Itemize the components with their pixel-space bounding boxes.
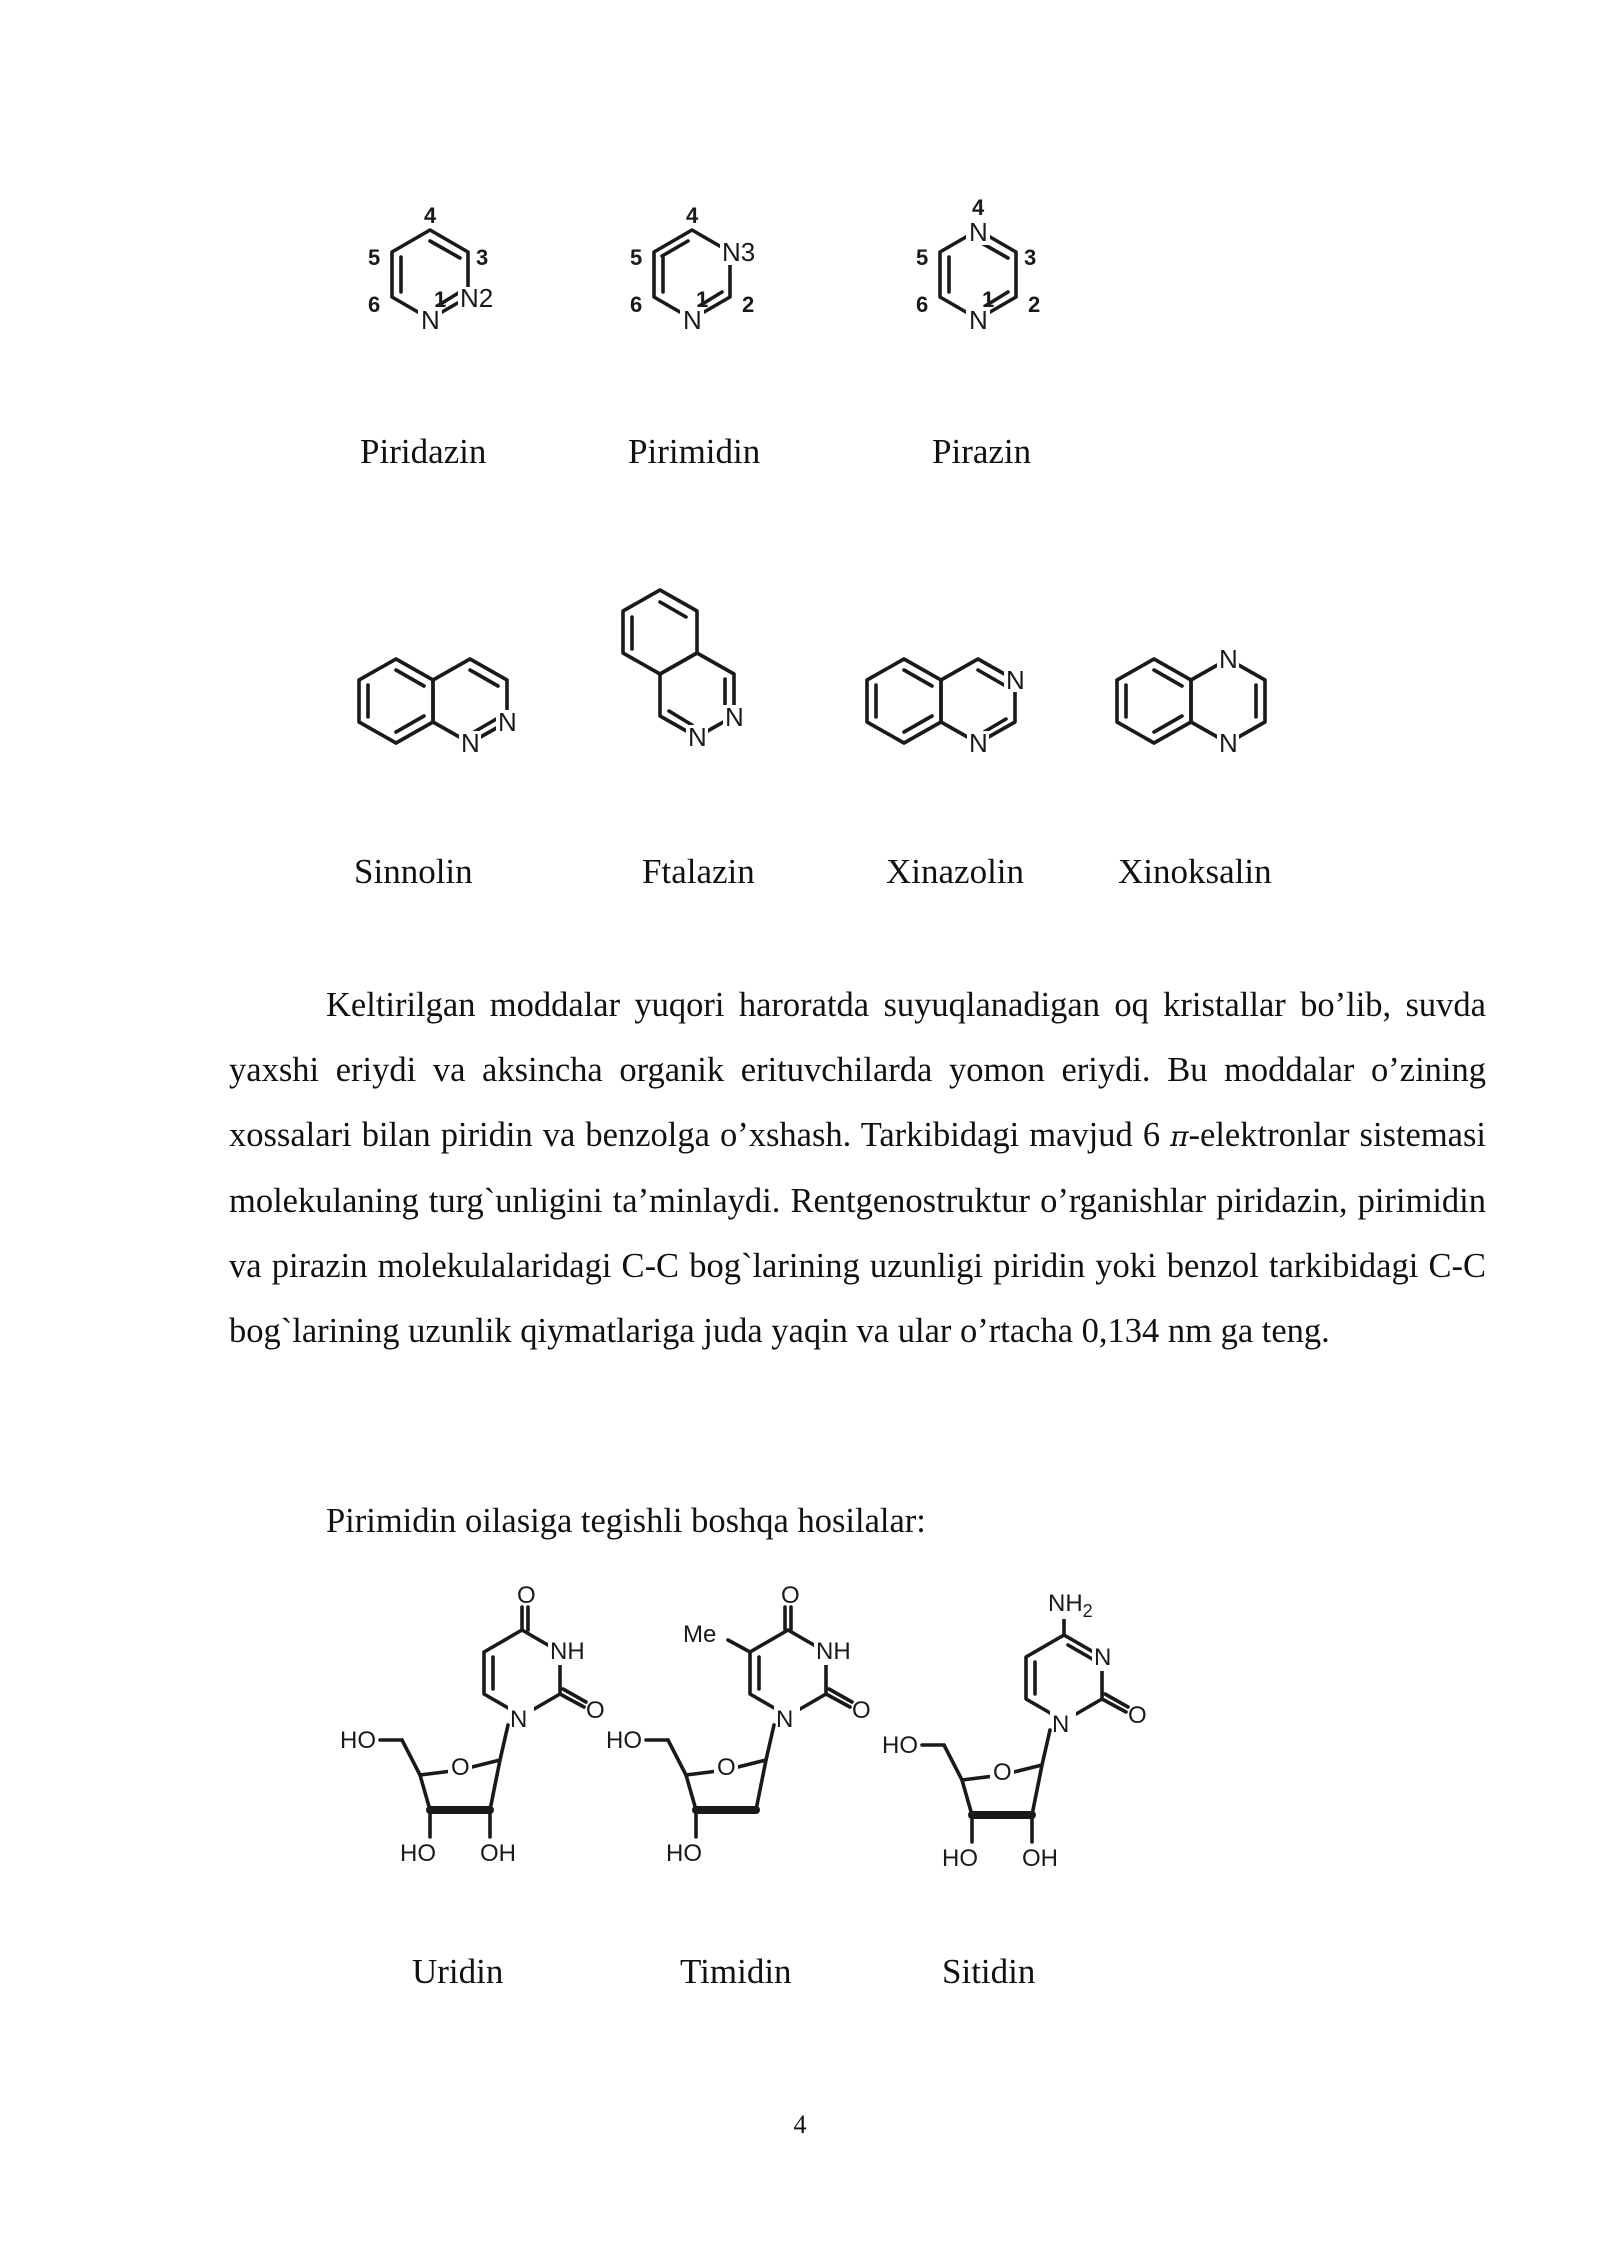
pi-symbol: π [1170, 1120, 1189, 1153]
sinnolin-n1-label: N [461, 728, 480, 758]
uridin-structure [330, 1582, 630, 1875]
timidin-ring-o: O [717, 1754, 736, 1781]
sitidin-ho-bottom: HO [942, 1845, 978, 1872]
ftalazin-n2-label: N [725, 702, 744, 732]
pirimidin-num-2: 2 [742, 292, 755, 317]
uridin-n: N [510, 1706, 528, 1733]
piridazin-n2-label: N2 [460, 283, 494, 313]
ftalazin-structure [612, 580, 772, 780]
caption-sitidin: Sitidin [942, 1952, 1036, 1991]
timidin-n: N [776, 1706, 794, 1733]
caption-ftalazin: Ftalazin [642, 852, 755, 891]
pirazin-n4-label: N [969, 217, 988, 247]
caption-sinnolin: Sinnolin [354, 852, 473, 891]
piridazin-num-4: 4 [424, 203, 437, 228]
ftalazin-n1-label: N [688, 722, 707, 752]
xinazolin-n1-label: N [969, 728, 988, 758]
paragraph-text-2: -elektronlar sistemasi molekulaning turg`unligini ta’minlaydi. Rentgenostruktur o’rganishlar piridazin, pirimidin va pirazin molekulalaridagi C-C bog`larining uzunligi piridin yoki benzol tarkibidagi C-C bog`larining uzunlik qiymatlariga juda yaqin va ular o’rtacha 0,134 nm ga teng. [229, 1116, 1487, 1350]
sitidin-oh-bottom: OH [1022, 1845, 1058, 1872]
sitidin-structure [872, 1585, 1172, 1885]
sitidin-nh2-main: NH [1048, 1590, 1083, 1617]
page-number: 4 [793, 2110, 807, 2139]
uridin-o-right: O [586, 1697, 605, 1724]
timidin-ho-side: HO [606, 1727, 642, 1754]
pirimidin-n1-label: N [683, 305, 702, 335]
timidin-me: Me [683, 1621, 717, 1648]
piridazin-num-3: 3 [476, 245, 489, 270]
timidin-nh: NH [816, 1638, 851, 1665]
uridin-ho-side: HO [340, 1727, 376, 1754]
sitidin-o-right: O [1128, 1702, 1147, 1729]
xinoksalin-n1-label: N [1219, 644, 1238, 674]
pirazin-num-3: 3 [1024, 245, 1037, 270]
caption-timidin: Timidin [680, 1952, 792, 1991]
pirimidin-num-6: 6 [630, 292, 643, 317]
body-paragraph [229, 973, 1486, 1364]
uridin-o-top: O [517, 1582, 536, 1609]
caption-pirazin: Pirazin [932, 432, 1032, 471]
uridin-ring-o: O [451, 1754, 470, 1781]
sinnolin-structure [340, 640, 540, 770]
sitidin-ring-o: O [993, 1759, 1012, 1786]
sitidin-n-ring: N [1094, 1644, 1112, 1671]
pirazin-structure [898, 195, 1058, 355]
paragraph-text-1: Keltirilgan moddalar yuqori haroratda suyuqlanadigan oq kristallar bo’lib, suvda yaxshi eriydi va aksincha organik erituvchilarda yomon eriydi. Bu moddalar o’zining xossalari bilan piridin va benzolga o’xshash. Tarkibidagi mavjud 6 [229, 986, 1486, 1154]
piridazin-structure [350, 195, 510, 355]
piridazin-n1-label: N [421, 305, 440, 335]
uridin-nh: NH [550, 1638, 585, 1665]
timidin-structure [600, 1582, 900, 1875]
caption-uridin: Uridin [412, 1952, 504, 1991]
pirazin-num-5: 5 [916, 245, 929, 270]
pirimidin-structure [612, 195, 772, 355]
caption-pirimidin: Pirimidin [628, 432, 761, 471]
uridin-ho-bottom: HO [400, 1840, 436, 1867]
sitidin-nh2-sub: 2 [1082, 1601, 1093, 1621]
sinnolin-n2-label: N [498, 707, 517, 737]
xinazolin-structure [848, 640, 1048, 770]
pirazin-num-4: 4 [972, 195, 985, 220]
sitidin-n: N [1052, 1711, 1070, 1738]
piridazin-num-6: 6 [368, 292, 381, 317]
pirazin-num-6: 6 [916, 292, 929, 317]
timidin-o-right: O [852, 1697, 871, 1724]
uridin-oh-bottom: OH [480, 1840, 516, 1867]
xinoksalin-n4-label: N [1219, 728, 1238, 758]
caption-piridazin: Piridazin [360, 432, 487, 471]
pirazin-num-1: 1 [982, 287, 995, 312]
xinoksalin-structure [1098, 640, 1298, 770]
caption-xinazolin: Xinazolin [886, 852, 1025, 891]
timidin-o-top: O [781, 1582, 800, 1609]
lead-sentence: Pirimidin oilasiga tegishli boshqa hosilalar: [326, 1502, 926, 1540]
pirimidin-num-1: 1 [696, 287, 709, 312]
pirimidin-n3-label: N3 [722, 237, 756, 267]
xinazolin-n3-label: N [1006, 665, 1025, 695]
pirimidin-num-5: 5 [630, 245, 643, 270]
timidin-ho-bottom: HO [666, 1840, 702, 1867]
piridazin-num-1: 1 [434, 287, 447, 312]
pirimidin-num-4: 4 [686, 203, 699, 228]
caption-xinoksalin: Xinoksalin [1118, 852, 1272, 891]
piridazin-num-5: 5 [368, 245, 381, 270]
sitidin-ho-side: HO [882, 1732, 918, 1759]
pirazin-n1-label: N [969, 305, 988, 335]
pirazin-num-2: 2 [1028, 292, 1041, 317]
